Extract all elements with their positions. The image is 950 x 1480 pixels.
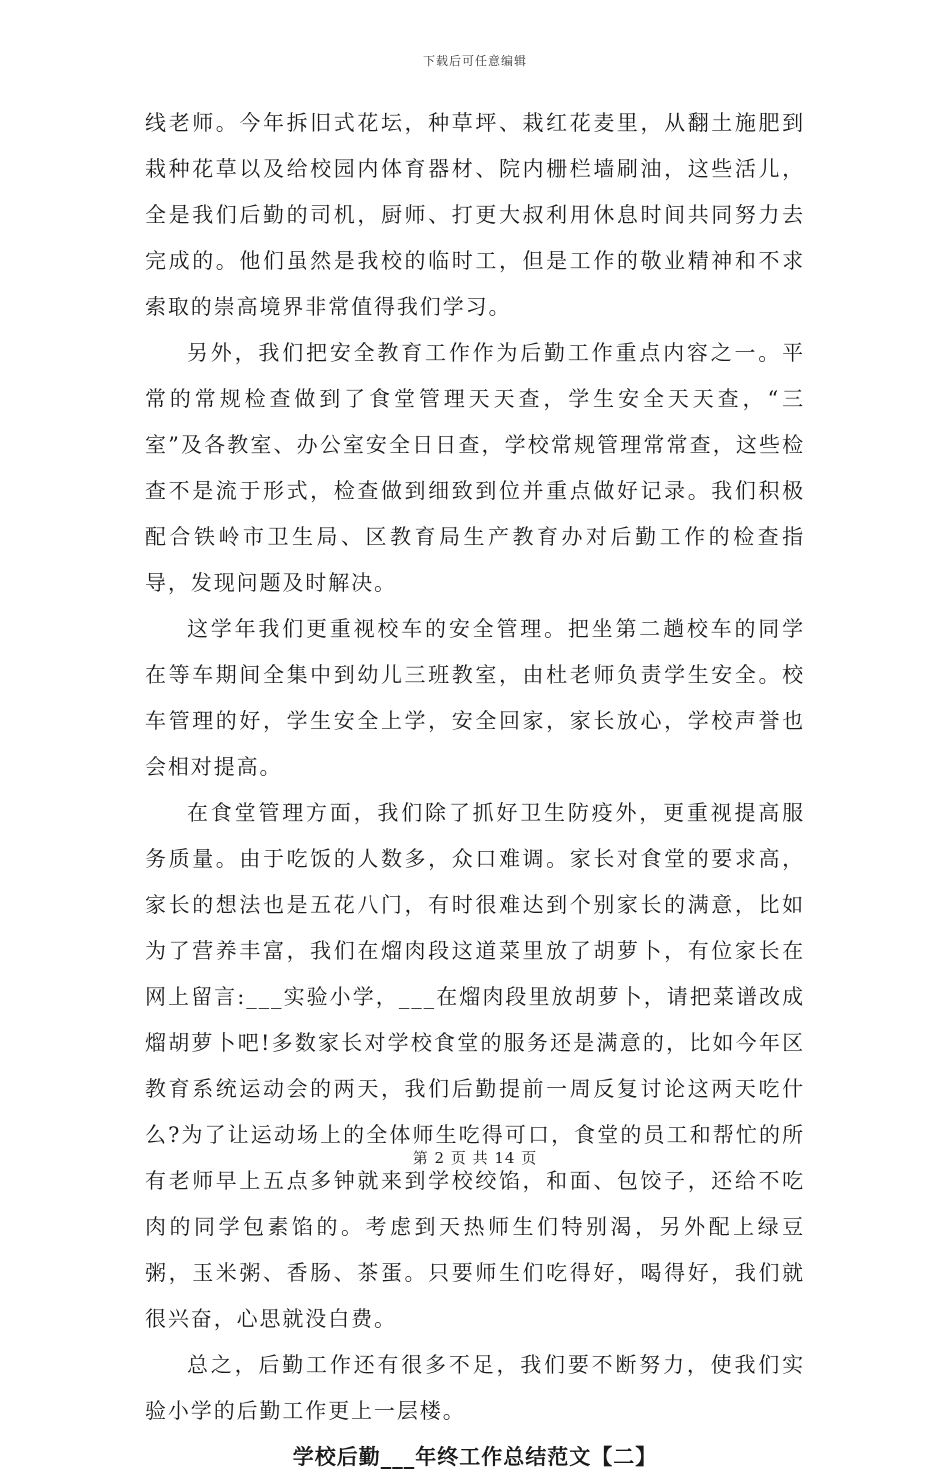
paragraph-conclusion: 总之，后勤工作还有很多不足，我们要不断努力，使我们实验小学的后勤工作更上一层楼。	[145, 1353, 805, 1423]
paragraph-school-bus: 这学年我们更重视校车的安全管理。把坐第二趟校车的同学在等车期间全集中到幼儿三班教室，由杜老师负责学生安全。校车管理的好，学生安全上学，安全回家，家长放心，学校声誉也会相对提高。	[145, 617, 805, 779]
paragraph-safety-education: 另外，我们把安全教育工作作为后勤工作重点内容之一。平常的常规检查做到了食堂管理天天查，学生安全天天查，“三室”及各教室、办公室安全日日查，学校常规管理常常查，这些检查不是流于形式，检查做到细致到位并重点做好记录。我们积极配合铁岭市卫生局、区教育局生产教育办对后勤工作的检查指导，发现问题及时解决。	[145, 341, 805, 595]
header-note: 下载后可任意编辑	[422, 54, 527, 68]
section-title: 学校后勤___年终工作总结范文【二】	[292, 1445, 658, 1469]
document-body	[145, 100, 805, 1480]
paragraph-canteen: 在食堂管理方面，我们除了抓好卫生防疫外，更重视提高服务质量。由于吃饭的人数多，众口难调。家长对食堂的要求高，家长的想法也是五花八门，有时很难达到个别家长的满意，比如为了营养丰富，我们在熘肉段这道菜里放了胡萝卜，有位家长在网上留言:___实验小学，___在熘肉段里放胡萝卜，请把菜谱改成熘胡萝卜吧!多数家长对学校食堂的服务还是满意的，比如今年区教育系统运动会的两天，我们后勤提前一周反复讨论这两天吃什么?为了让运动场上的全体师生吃得可口，食堂的员工和帮忙的所有老师早上五点多钟就来到学校绞馅，和面、包饺子，还给不吃肉的同学包素馅的。考虑到天热师生们特别渴，另外配上绿豆粥，玉米粥、香肠、茶蛋。只要师生们吃得好，喝得好，我们就很兴奋，心思就没白费。	[145, 801, 805, 1331]
paragraph-continuation: 线老师。今年拆旧式花坛，种草坪、栽红花麦里，从翻土施肥到栽种花草以及给校园内体育器材、院内栅栏墙刷油，这些活儿，全是我们后勤的司机，厨师、打更大叔利用休息时间共同努力去完成的。他们虽然是我校的临时工，但是工作的敬业精神和不求索取的崇高境界非常值得我们学习。	[145, 111, 805, 319]
page-number: 第 2 页 共 14 页	[412, 1149, 538, 1167]
